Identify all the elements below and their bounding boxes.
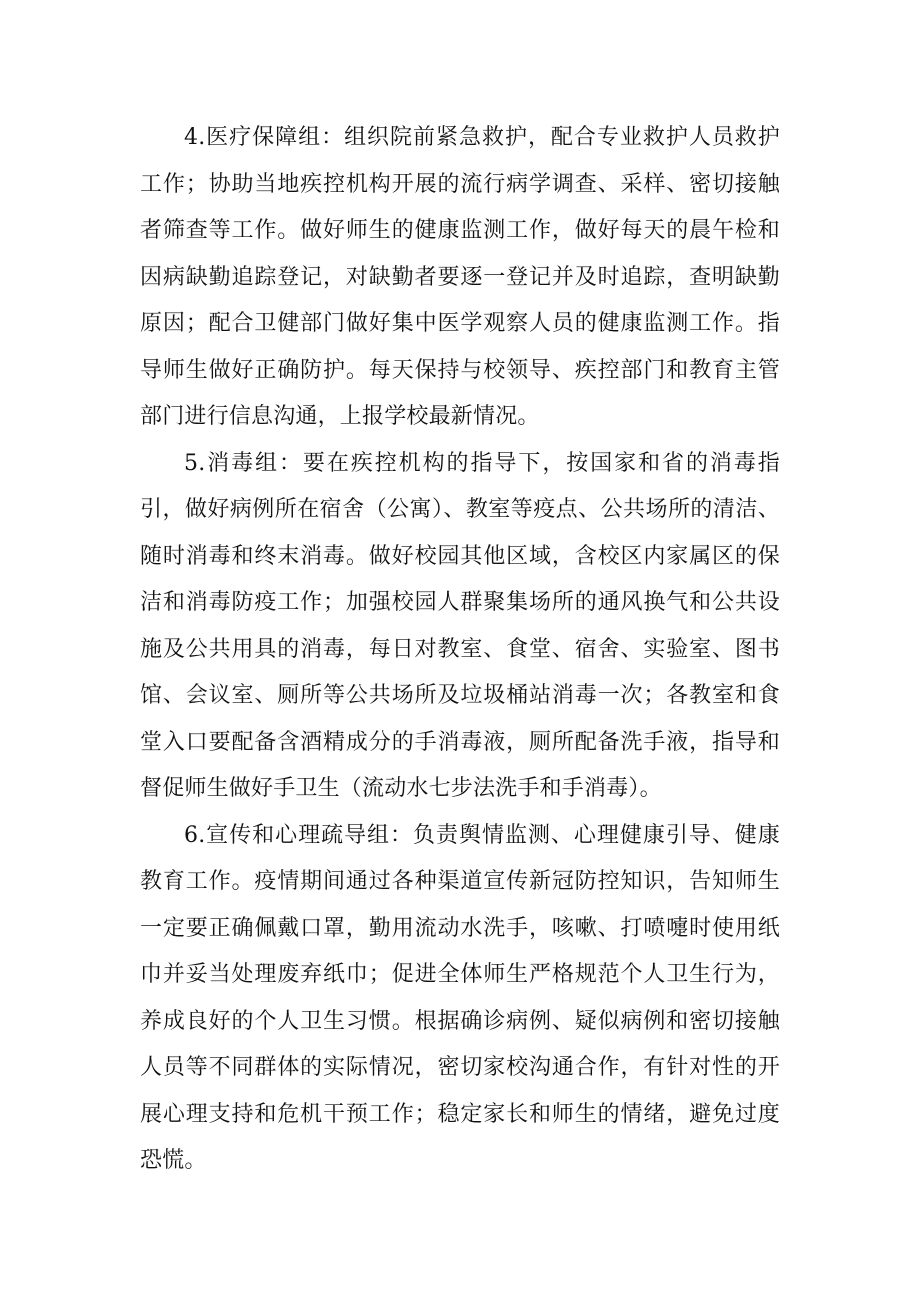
document-body: [140, 115, 780, 1185]
paragraph-publicity-psychological-group: 6.宣传和心理疏导组：负责舆情监测、心理健康引导、健康教育工作。疫情期间通过各种渠道宣传新冠防控知识，告知师生一定要正确佩戴口罩，勤用流动水洗手，咳嗽、打喷嚏时使用纸巾并妥当处理废弃纸巾；促进全体师生严格规范个人卫生行为，养成良好的个人卫生习惯。根据确诊病例、疑似病例和密切接触人员等不同群体的实际情况，密切家校沟通合作，有针对性的开展心理支持和危机干预工作；稳定家长和师生的情绪，避免过度恐慌。: [140, 822, 780, 1173]
paragraph-disinfection-group: 5.消毒组：要在疾控机构的指导下，按国家和省的消毒指引，做好病例所在宿舍（公寓）、教室等疫点、公共场所的清洁、随时消毒和终末消毒。做好校园其他区域，含校区内家属区的保洁和消毒防疫工作；加强校园人群聚集场所的通风换气和公共设施及公共用具的消毒，每日对教室、食堂、宿舍、实验室、图书馆、会议室、厕所等公共场所及垃圾桶站消毒一次；各教室和食堂入口要配备含酒精成分的手消毒液，厕所配备洗手液，指导和督促师生做好手卫生（流动水七步法洗手和手消毒）。: [140, 450, 780, 801]
paragraph-medical-support-group: 4.医疗保障组：组织院前紧急救护，配合专业救护人员救护工作；协助当地疾控机构开展的流行病学调查、采样、密切接触者筛查等工作。做好师生的健康监测工作，做好每天的晨午检和因病缺勤追踪登记，对缺勤者要逐一登记并及时追踪，查明缺勤原因；配合卫健部门做好集中医学观察人员的健康监测工作。指导师生做好正确防护。每天保持与校领导、疾控部门和教育主管部门进行信息沟通，上报学校最新情况。: [140, 125, 780, 429]
